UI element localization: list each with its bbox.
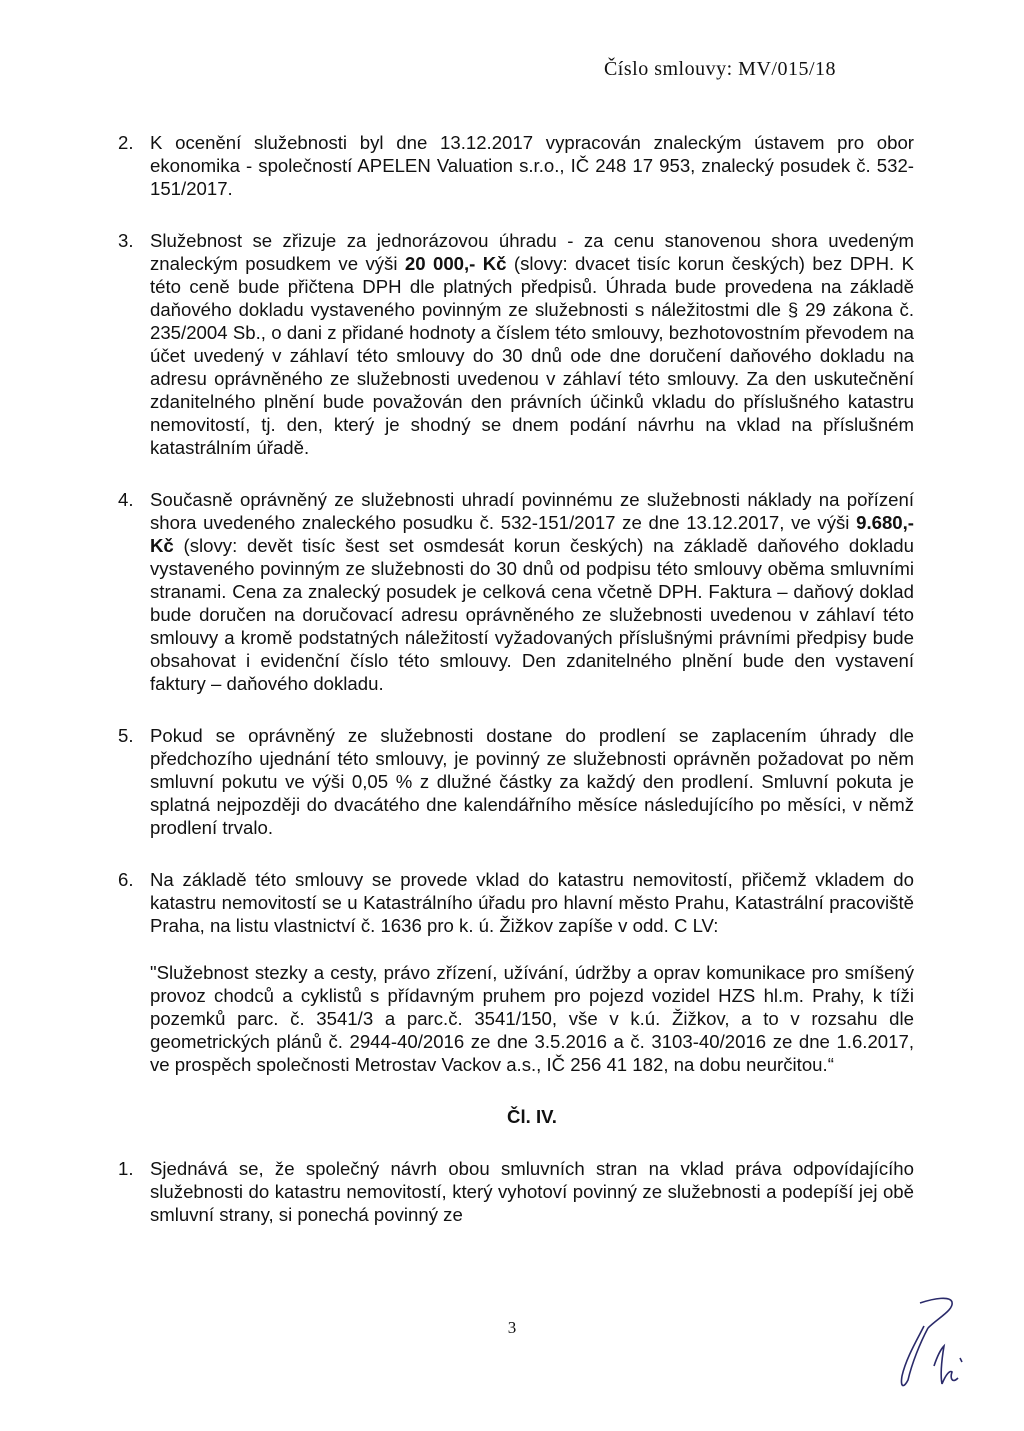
clause-text xyxy=(150,724,914,839)
clause-item xyxy=(118,724,914,839)
quoted-entry: "Služebnost stezky a cesty, právo zřízení, užívání, údržby a oprav komunikace pro smíšený provoz chodců a cyklistů s přídavným pruhem pro pojezd vozidel HZS hl.m. Prahy, k tíži pozemků parc. č. 3541/3 a parc.č. 3541/150, vše v k.ú. Žižkov, a to v rozsahu dle geometrických plánů č. 2944-40/2016 ze dne 3.5.2016 a č. 3103-40/2016 ze dne 1.6.2017, ve prospěch společnosti Metrostav Vackov a.s., IČ 256 41 182, na dobu neurčitou.“ xyxy=(150,962,914,1075)
clause-item xyxy=(118,1157,914,1226)
clause-text xyxy=(150,1157,914,1226)
text-run: Na základě této smlouvy se provede vklad do katastru nemovitostí, přičemž vkladem do katastru nemovitostí se u Katastrálního úřadu pro hlavní město Prahu, Katastrální pracoviště Praha, na listu vlastnictví č. 1636 pro k. ú. Žižkov zapíše v odd. C LV: xyxy=(150,869,914,936)
contract-number: Číslo smlouvy: MV/015/18 xyxy=(603,58,836,80)
clause-number: 2. xyxy=(118,132,134,153)
document-body xyxy=(118,131,914,1255)
clause-text xyxy=(150,229,914,459)
clause-number: 4. xyxy=(118,489,134,510)
clause-item xyxy=(118,229,914,459)
clause-number: 5. xyxy=(118,725,134,746)
clause-paragraph xyxy=(150,229,914,459)
text-run: Služebnost se zřizuje za jednorázovou úhradu - za cenu stanovenou shora uvedeným znaleckým posudkem ve výši xyxy=(150,230,914,274)
clause-paragraph xyxy=(150,724,914,839)
clause-item xyxy=(118,488,914,695)
text-run: (slovy: devět tisíc šest set osmdesát korun českých) na základě daňového dokladu vystaveného povinným ze služebnosti do 30 dnů od podpisu této smlouvy oběma smluvními stranami. Cena za znalecký posudek je celková cena včetně DPH. Faktura – daňový doklad bude doručen na doručovací adresu oprávněného ze služebnosti uvedenou v záhlaví této smlouvy a kromě podstatných náležitostí vyžadovaných příslušnými právními předpisy bude obsahovat i evidenční číslo této smlouvy. Den zdanitelného plnění bude den vystavení faktury – daňového dokladu. xyxy=(150,535,914,694)
clause-text xyxy=(150,131,914,200)
clause-paragraph xyxy=(150,488,914,695)
clause-list xyxy=(118,131,914,1076)
text-run: Sjednává se, že společný návrh obou smluvních stran na vklad práva odpovídajícího služebnosti do katastru nemovitostí, který vyhotoví povinný ze služebnosti a podepíší jej obě smluvní strany, si ponechá povinný ze xyxy=(150,1158,914,1225)
text-run: (slovy: dvacet tisíc korun českých) bez DPH. K této ceně bude přičtena DPH dle platných předpisů. Úhrada bude provedena na základě daňového dokladu vystaveného povinným ze služebnosti s náležitostmi dle § 29 zákona č. 235/2004 Sb., o dani z přidané hodnoty a číslem této smlouvy, bezhotovostním převodem na účet uvedený v záhlaví této smlouvy do 30 dnů ode dne doručení daňového dokladu na adresu oprávněného ze služebnosti uvedenou v záhlaví této smlouvy. Za den uskutečnění zdanitelného plnění bude považován den právních účinků vkladu do příslušného katastru nemovitostí, tj. den, který je shodný se dnem podání návrhu na vklad na příslušném katastrálním úřadě. xyxy=(150,253,914,458)
clause-number: 6. xyxy=(118,869,134,890)
clause-number: 1. xyxy=(118,1158,134,1179)
clause-number: 3. xyxy=(118,230,134,251)
text-run: K ocenění služebnosti byl dne 13.12.2017 vypracován znaleckým ústavem pro obor ekonomika - společností APELEN Valuation s.r.o., IČ 248 17 953, znalecký posudek č. 532-151/2017. xyxy=(150,132,914,199)
page-number: 3 xyxy=(507,1318,517,1337)
clause-paragraph xyxy=(150,131,914,200)
clause-text xyxy=(150,488,914,695)
clause-paragraph xyxy=(150,1157,914,1226)
article-heading: Čl. IV. xyxy=(507,1106,557,1127)
handwritten-signature xyxy=(890,1288,990,1398)
text-run: Pokud se oprávněný ze služebnosti dostane do prodlení se zaplacením úhrady dle předchozího ujednání této smlouvy, je povinný ze služebnosti oprávněn požadovat po něm smluvní pokutu ve výši 0,05 % z dlužné částky za každý den prodlení. Smluvní pokuta je splatná nejpozději do dvacátého dne kalendářního měsíce následujícího po měsíci, v němž prodlení trvalo. xyxy=(150,725,914,838)
bold-amount: 20 000,- Kč xyxy=(404,253,507,274)
clause-text xyxy=(150,868,914,1076)
text-run: Současně oprávněný ze služebnosti uhradí povinnému ze služebnosti náklady na pořízení shora uvedeného znaleckého posudku č. 532-151/2017 ze dne 13.12.2017, ve výši xyxy=(150,489,914,533)
clause-paragraph xyxy=(150,868,914,937)
clause-item xyxy=(118,868,914,1076)
bold-amount: 9.680,- Kč xyxy=(150,512,914,556)
clause-item xyxy=(118,131,914,200)
clause-list-article-iv xyxy=(118,1157,914,1226)
